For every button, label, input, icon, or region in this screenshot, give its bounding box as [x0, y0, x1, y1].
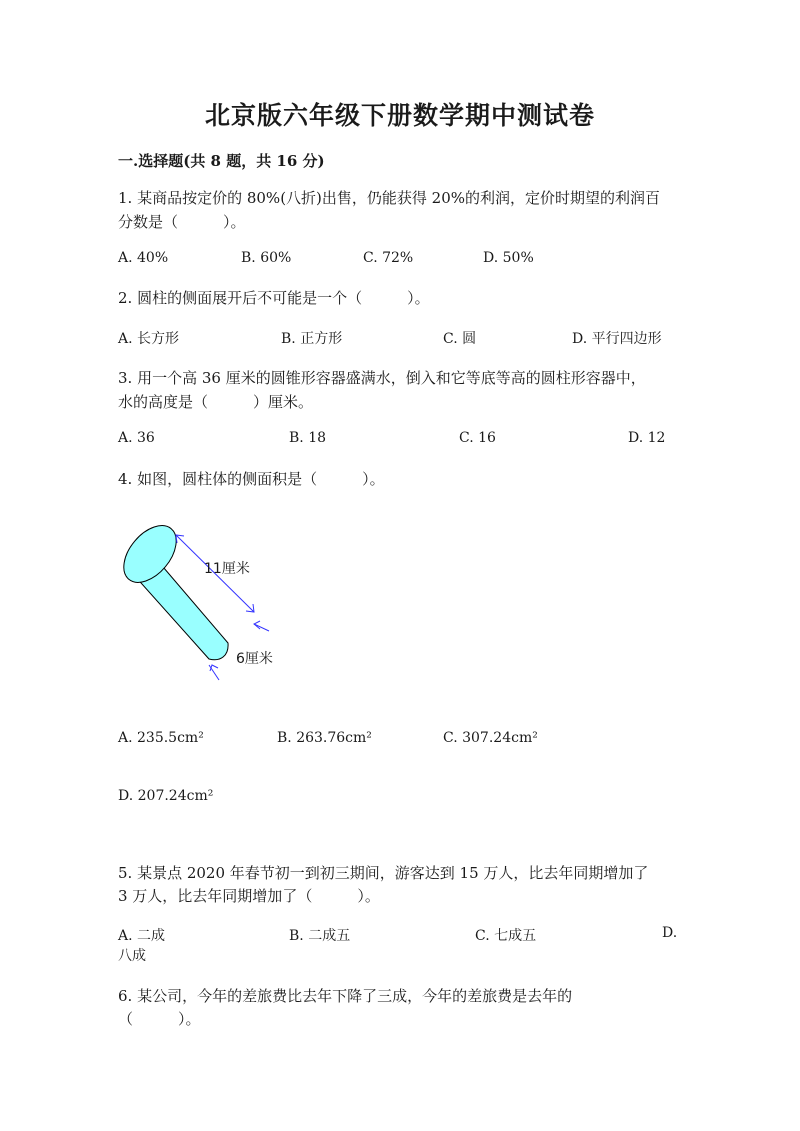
question-3-option-c: C. 16: [459, 430, 496, 446]
question-1-line-1: 1. 某商品按定价的 80%(八折)出售，仍能获得 20%的利润，定价时期望的利润百: [118, 189, 661, 207]
question-3-line-1: 3. 用一个高 36 厘米的圆锥形容器盛满水，倒入和它等底等高的圆柱形容器中，: [118, 369, 646, 387]
question-6-line-1: 6. 某公司，今年的差旅费比去年下降了三成，今年的差旅费是去年的: [118, 987, 573, 1005]
diameter-arrow-bottom: [210, 665, 218, 671]
question-2-option-a: A. 长方形: [118, 331, 180, 347]
section-heading: 一.选择题(共 8 题，共 16 分): [118, 152, 325, 170]
question-2-line-1: 2. 圆柱的侧面展开后不可能是一个（ ）。: [118, 289, 430, 307]
question-1-option-b: B. 60%: [241, 250, 292, 266]
question-4-option-c: C. 307.24cm²: [443, 730, 538, 746]
question-5-option-c: C. 七成五: [475, 928, 537, 944]
question-1-option-a: A. 40%: [118, 250, 169, 266]
diameter-label: 6厘米: [236, 651, 273, 667]
question-5-option-d-letter: D.: [662, 925, 678, 941]
question-4-line-1: 4. 如图，圆柱体的侧面积是（ ）。: [118, 470, 385, 488]
question-1-option-c: C. 72%: [363, 250, 414, 266]
question-3-option-b: B. 18: [289, 430, 327, 446]
question-2-option-d: D. 平行四边形: [572, 331, 662, 347]
question-1-option-d: D. 50%: [483, 250, 534, 266]
length-label: 11厘米: [204, 561, 250, 577]
question-5-option-a: A. 二成: [118, 928, 166, 944]
question-4-option-b: B. 263.76cm²: [277, 730, 372, 746]
diameter-tick-top: [254, 624, 269, 631]
question-3-line-2: 水的高度是（ ）厘米。: [118, 393, 314, 411]
question-5-option-d-text: 八成: [118, 948, 146, 964]
question-4-option-d: D. 207.24cm²: [118, 788, 214, 804]
question-6-line-2: （ ）。: [118, 1010, 201, 1028]
question-1-line-2: 分数是（ ）。: [118, 213, 246, 231]
question-3-option-a: A. 36: [118, 430, 155, 446]
question-2-option-c: C. 圆: [443, 331, 477, 347]
question-2-option-b: B. 正方形: [281, 331, 343, 347]
question-5-line-1: 5. 某景点 2020 年春节初一到初三期间，游客达到 15 万人，比去年同期增加了: [118, 864, 649, 882]
question-3-option-d: D. 12: [628, 430, 666, 446]
question-5-option-b: B. 二成五: [289, 928, 351, 944]
question-5-line-2: 3 万人，比去年同期增加了（ ）。: [118, 887, 380, 905]
page-title: 北京版六年级下册数学期中测试卷: [204, 101, 595, 130]
question-4-option-a: A. 235.5cm²: [118, 730, 204, 746]
